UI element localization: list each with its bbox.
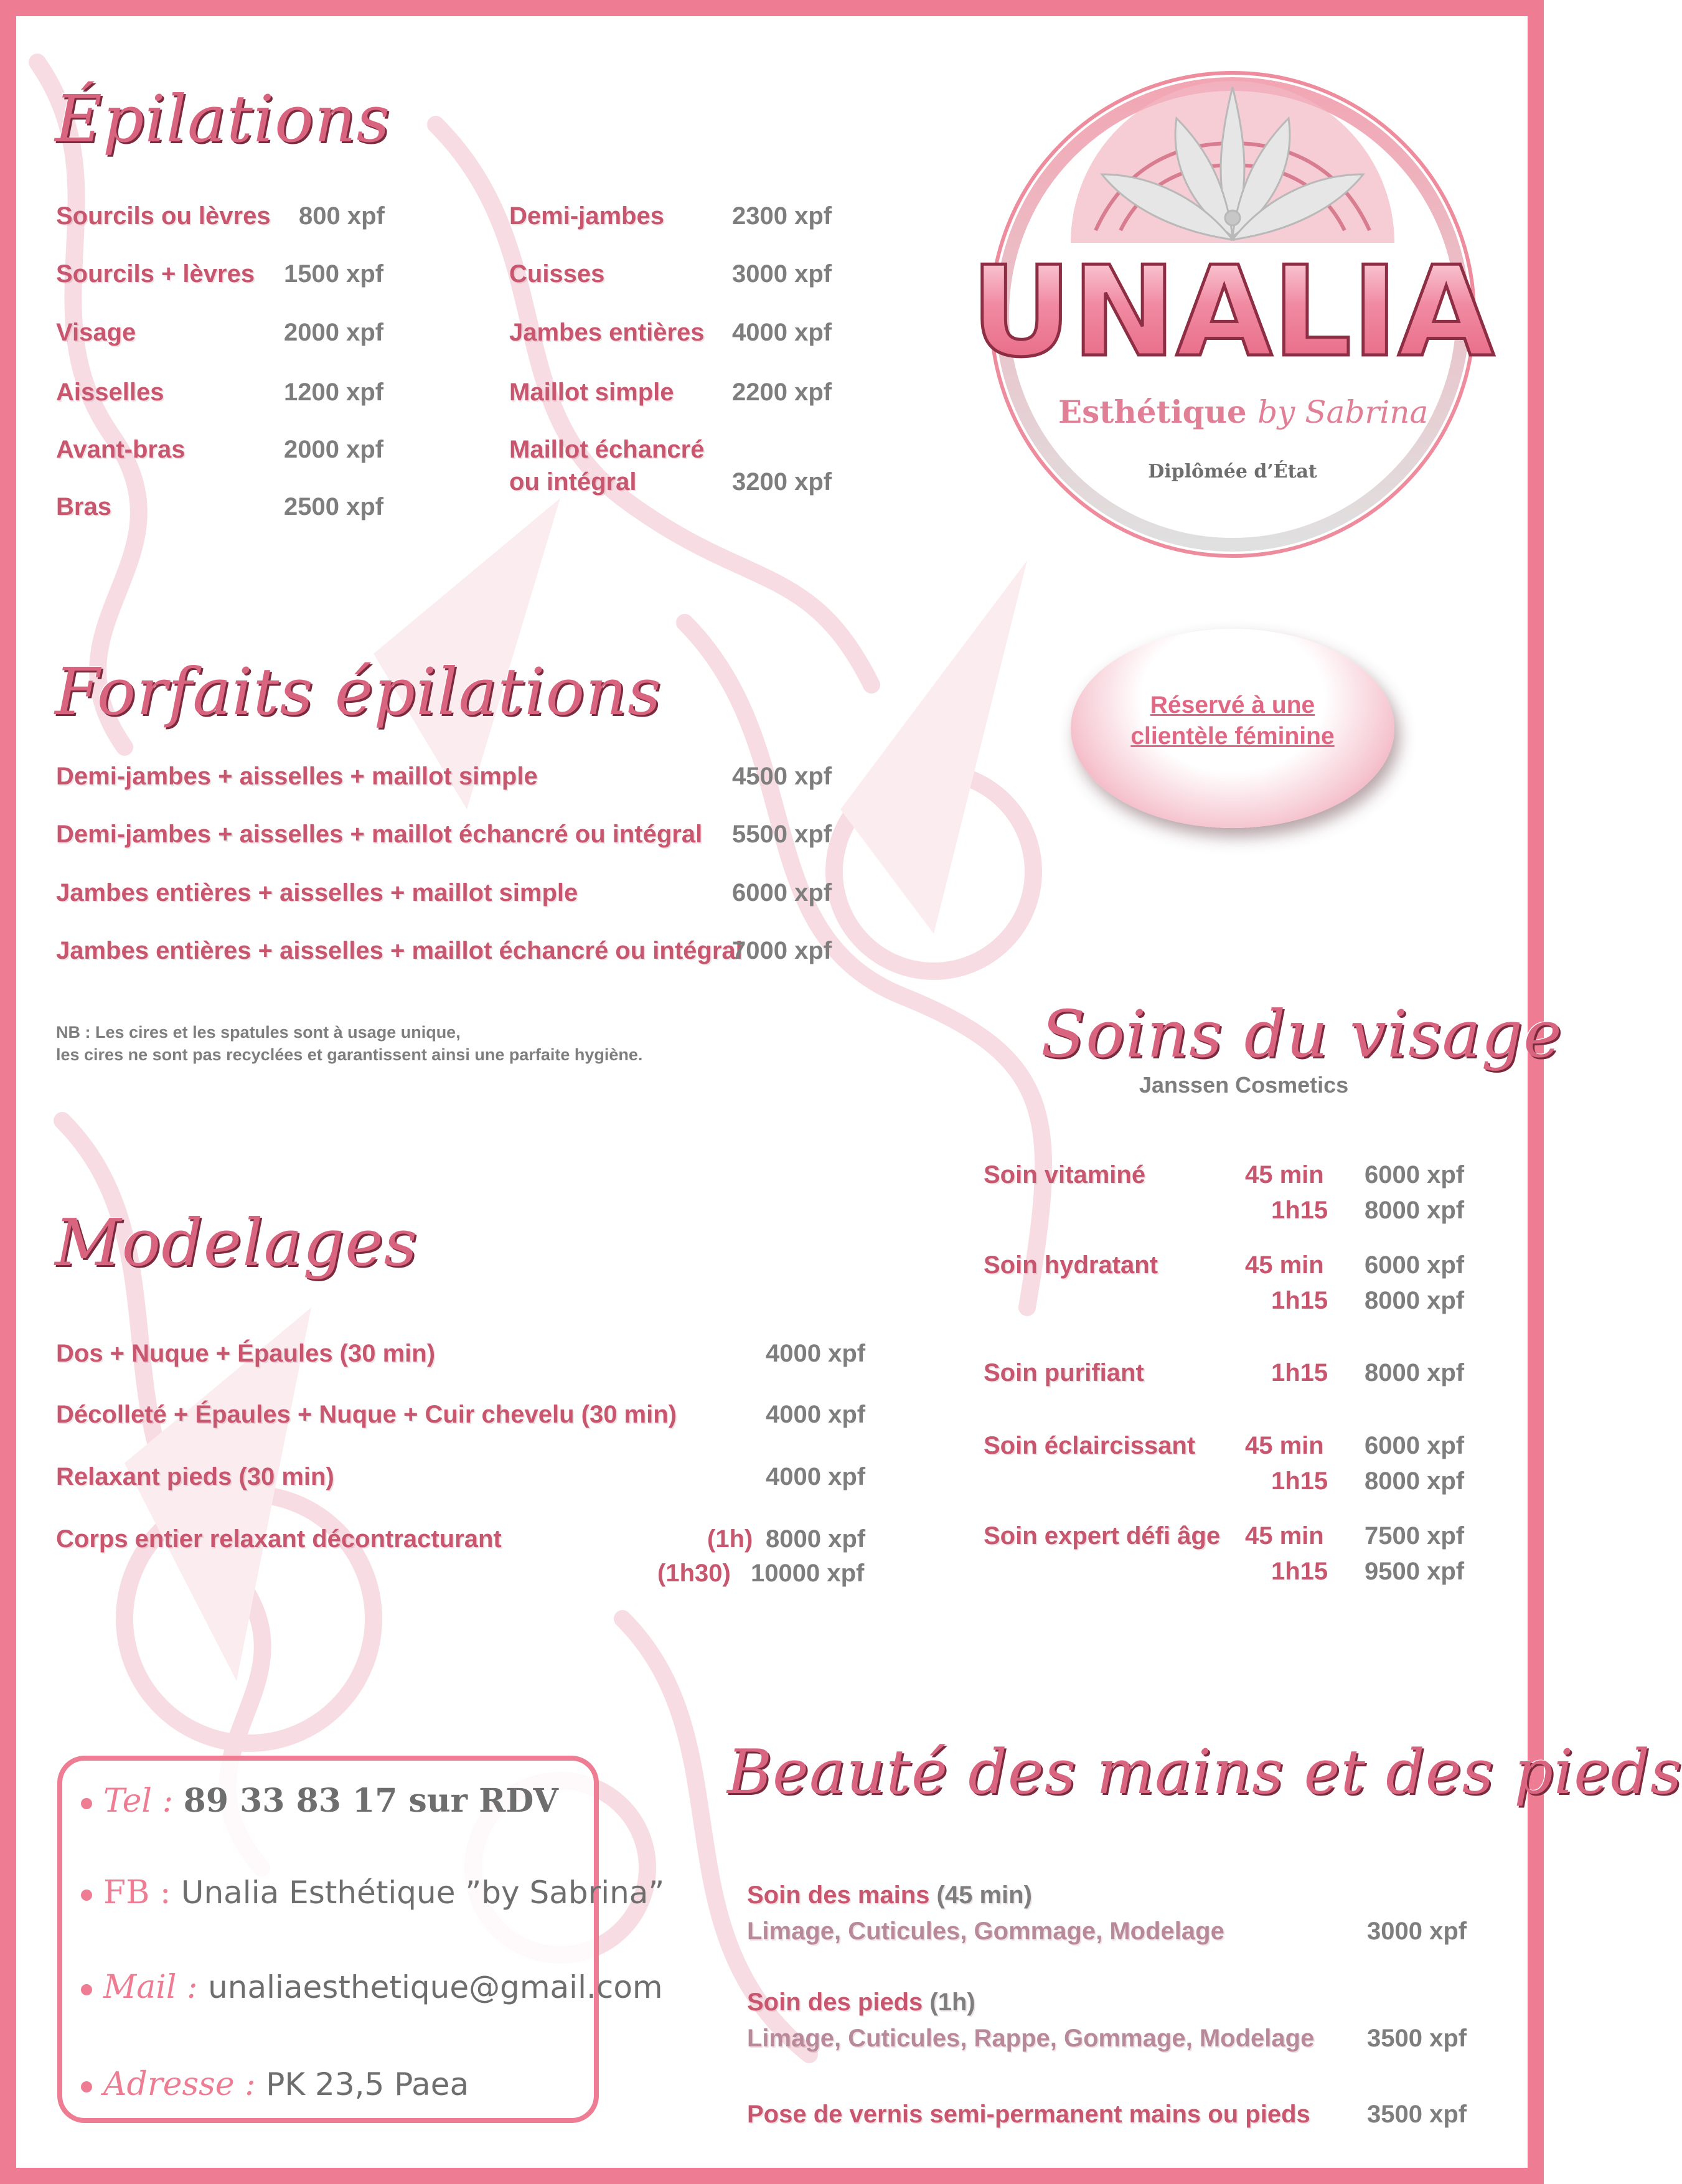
- item-price: 8000 xpf: [1365, 1359, 1465, 1386]
- item-label: [747, 1989, 975, 2017]
- item-price: 7000 xpf: [732, 937, 832, 964]
- modelage-item-alt: [56, 1560, 884, 1591]
- item-label: Sourcils + lèvres: [56, 260, 255, 288]
- item-price: 1200 xpf: [284, 379, 384, 406]
- item-name: Soin des mains: [747, 1881, 930, 1909]
- beaute-item: [747, 1881, 1482, 1913]
- mail-label: Mail :: [103, 1969, 198, 2006]
- beaute-item-detail: [747, 2025, 1482, 2056]
- item-label: Soin purifiant: [984, 1359, 1144, 1386]
- item-duration: (1h30): [657, 1560, 731, 1587]
- epilation-item: [56, 319, 392, 350]
- item-label: [747, 1881, 1032, 1909]
- item-label: Pose de vernis semi-permanent mains ou pieds: [747, 2101, 1310, 2128]
- item-label: Sourcils ou lèvres: [56, 202, 271, 230]
- item-price: 1500 xpf: [284, 260, 384, 288]
- badge-line-2: clientèle féminine: [1130, 723, 1335, 750]
- item-price: 6000 xpf: [1365, 1251, 1465, 1279]
- soin-item: [984, 1359, 1482, 1390]
- soin-item: [984, 1251, 1482, 1283]
- item-price: 3500 xpf: [1367, 2025, 1467, 2052]
- epilation-item: [509, 202, 845, 233]
- item-label: Soin hydratant: [984, 1251, 1158, 1279]
- epilation-item: [509, 319, 845, 350]
- item-duration: (1h): [929, 1989, 975, 2016]
- item-duration: 45 min: [1245, 1522, 1324, 1550]
- item-price: 2200 xpf: [732, 379, 832, 406]
- beaute-title: Beauté des mains et des pieds: [727, 1737, 1682, 1808]
- item-price: 4500 xpf: [732, 763, 832, 790]
- tel-label: Tel :: [103, 1782, 174, 1820]
- item-label: Soin éclaircissant: [984, 1432, 1196, 1459]
- item-label: Soin expert défi âge: [984, 1522, 1221, 1550]
- item-label: Corps entier relaxant décontracturant: [56, 1525, 502, 1553]
- item-price: 3000 xpf: [1367, 1918, 1467, 1945]
- contact-tel: [81, 1782, 558, 1820]
- item-label: Jambes entières + aisselles + maillot simple: [56, 879, 578, 906]
- epilations-title: Épilations: [55, 81, 391, 157]
- epilation-item: [56, 493, 392, 524]
- forfait-item: [56, 821, 865, 852]
- item-price: 2000 xpf: [284, 319, 384, 346]
- item-duration: (45 min): [936, 1881, 1032, 1909]
- fb-value: Unalia Esthétique ”by Sabrina”: [181, 1875, 665, 1911]
- item-label: Visage: [56, 319, 136, 346]
- item-duration: 45 min: [1245, 1251, 1324, 1279]
- soin-item: [984, 1161, 1482, 1192]
- item-label: Dos + Nuque + Épaules (30 min): [56, 1340, 436, 1367]
- item-name: Soin des pieds: [747, 1989, 923, 2016]
- bullet-icon: [81, 1984, 92, 1995]
- item-label: Demi-jambes + aisselles + maillot simple: [56, 763, 538, 790]
- epilation-item: [56, 379, 392, 410]
- item-label: Jambes entières + aisselles + maillot échancré ou intégral: [56, 937, 743, 964]
- contact-mail: [81, 1969, 663, 2006]
- modelage-item: [56, 1340, 884, 1371]
- item-price: 6000 xpf: [732, 879, 832, 906]
- item-label: Soin vitaminé: [984, 1161, 1146, 1188]
- forfait-item: [56, 937, 865, 968]
- item-duration: 1h15: [1271, 1197, 1328, 1224]
- item-price: 4000 xpf: [766, 1463, 866, 1490]
- item-price: 3000 xpf: [732, 260, 832, 288]
- item-label: Relaxant pieds (30 min): [56, 1463, 334, 1490]
- brand-name: UNALIA: [970, 240, 1495, 385]
- address-value: PK 23,5 Paea: [266, 2066, 469, 2102]
- soins-brand: Janssen Cosmetics: [1139, 1072, 1349, 1098]
- item-price: 3200 xpf: [732, 468, 832, 496]
- item-price: 8000 xpf: [1365, 1287, 1465, 1314]
- beaute-item: [747, 2101, 1482, 2132]
- bullet-icon: [81, 1798, 92, 1809]
- item-label: Demi-jambes + aisselles + maillot échancré ou intégral: [56, 821, 703, 848]
- soin-item: [984, 1522, 1482, 1553]
- item-price: 4000 xpf: [766, 1340, 866, 1367]
- bullet-icon: [81, 2081, 92, 2092]
- item-price: 8000 xpf: [1365, 1467, 1465, 1495]
- item-label: Décolleté + Épaules + Nuque + Cuir chevelu (30 min): [56, 1401, 677, 1428]
- item-label: Maillot échancré: [509, 436, 705, 463]
- item-duration: 1h15: [1271, 1287, 1328, 1314]
- item-price: 4000 xpf: [766, 1401, 866, 1428]
- item-duration: (1h): [707, 1525, 753, 1553]
- fb-label: FB :: [103, 1874, 171, 1911]
- item-price: 6000 xpf: [1365, 1432, 1465, 1459]
- item-duration: 45 min: [1245, 1432, 1324, 1459]
- brand-subtitle: [1058, 393, 1429, 430]
- item-label: ou intégral: [509, 468, 637, 496]
- item-label: Demi-jambes: [509, 202, 664, 230]
- item-label: Bras: [56, 493, 111, 520]
- note-line-1: NB : Les cires et les spatules sont à usage unique,: [56, 1023, 461, 1042]
- item-price: 7500 xpf: [1365, 1522, 1465, 1550]
- modelage-item: [56, 1463, 884, 1494]
- soins-title: Soins du visage: [1041, 996, 1562, 1072]
- diploma-label: Diplômée d’État: [1148, 461, 1317, 482]
- soin-item-alt: [984, 1287, 1482, 1318]
- modelage-item: [56, 1525, 884, 1556]
- item-label: Avant-bras: [56, 436, 186, 463]
- brand-subtitle-main: Esthétique: [1058, 393, 1247, 430]
- item-label: Maillot simple: [509, 379, 674, 406]
- item-price: 8000 xpf: [766, 1525, 866, 1553]
- unalia-logo: [970, 62, 1495, 560]
- brand-subtitle-by: by Sabrina: [1257, 394, 1429, 430]
- item-price: 2000 xpf: [284, 436, 384, 463]
- item-price: 2300 xpf: [732, 202, 832, 230]
- item-duration: 1h15: [1271, 1467, 1328, 1495]
- item-detail: Limage, Cuticules, Rappe, Gommage, Modelage: [747, 2025, 1315, 2052]
- soin-item-alt: [984, 1197, 1482, 1228]
- epilation-item: [56, 202, 392, 233]
- item-price: 3500 xpf: [1367, 2101, 1467, 2128]
- item-price: 10000 xpf: [751, 1560, 865, 1587]
- item-duration: 1h15: [1271, 1359, 1328, 1386]
- item-price: 800 xpf: [299, 202, 385, 230]
- contact-address: [81, 2066, 469, 2103]
- item-duration: 45 min: [1245, 1161, 1324, 1188]
- item-price: 2500 xpf: [284, 493, 384, 520]
- item-price: 5500 xpf: [732, 821, 832, 848]
- item-detail: Limage, Cuticules, Gommage, Modelage: [747, 1918, 1224, 1945]
- tel-value: 89 33 83 17 sur RDV: [183, 1782, 558, 1820]
- item-price: 6000 xpf: [1365, 1161, 1465, 1188]
- note-line-2: les cires ne sont pas recyclées et garantissent ainsi une parfaite hygiène.: [56, 1045, 643, 1064]
- item-price: 8000 xpf: [1365, 1197, 1465, 1224]
- mail-value: unaliaesthetique@gmail.com: [208, 1969, 663, 2005]
- forfaits-title: Forfaits épilations: [55, 654, 662, 730]
- badge-line-1: Réservé à une: [1150, 692, 1315, 718]
- item-duration: 1h15: [1271, 1558, 1328, 1585]
- beaute-item-detail: [747, 1918, 1482, 1949]
- soin-item-alt: [984, 1558, 1482, 1589]
- soin-item-alt: [984, 1467, 1482, 1499]
- hygiene-note: [56, 1021, 642, 1066]
- address-label: Adresse :: [103, 2066, 256, 2103]
- contact-fb: [81, 1874, 664, 1911]
- beaute-item: [747, 1989, 1482, 2020]
- soin-item: [984, 1432, 1482, 1463]
- epilation-item: [509, 436, 845, 467]
- women-only-text: [1083, 690, 1382, 752]
- forfait-item: [56, 879, 865, 910]
- item-label: Cuisses: [509, 260, 605, 288]
- epilation-item: [56, 260, 392, 291]
- item-label: Jambes entières: [509, 319, 705, 346]
- epilation-item: [509, 379, 845, 410]
- forfait-item: [56, 763, 865, 794]
- modelage-item: [56, 1401, 884, 1432]
- item-label: Aisselles: [56, 379, 164, 406]
- epilation-item: [509, 468, 845, 499]
- bullet-icon: [81, 1890, 92, 1901]
- item-price: 9500 xpf: [1365, 1558, 1465, 1585]
- epilation-item: [56, 436, 392, 467]
- modelages-title: Modelages: [55, 1205, 418, 1281]
- item-price: 4000 xpf: [732, 319, 832, 346]
- epilation-item: [509, 260, 845, 291]
